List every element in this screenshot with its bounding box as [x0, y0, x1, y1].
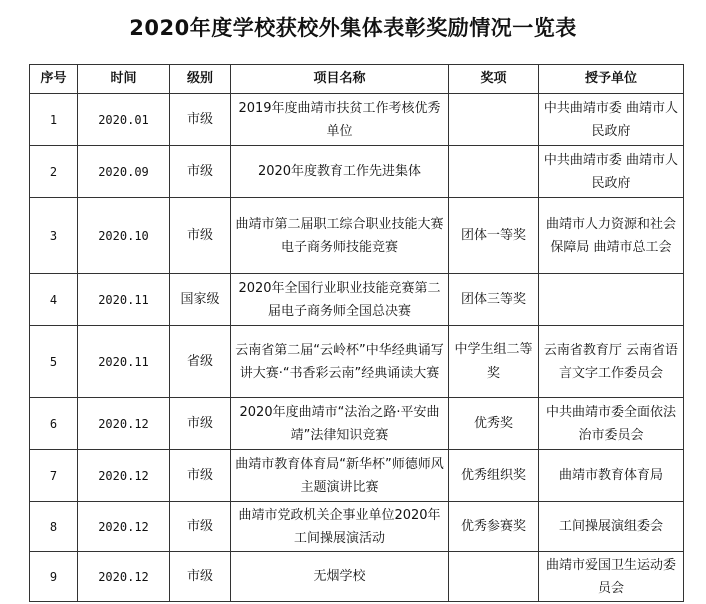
table-row [30, 198, 684, 274]
cell-level: 市级 [170, 502, 231, 552]
header-unit: 授予单位 [539, 65, 684, 94]
cell-no: 5 [30, 326, 78, 398]
cell-award: 团体三等奖 [449, 274, 539, 326]
cell-no: 3 [30, 198, 78, 274]
cell-no: 1 [30, 94, 78, 146]
cell-date: 2020.12 [78, 450, 170, 502]
cell-level: 市级 [170, 450, 231, 502]
table-header-row [30, 65, 684, 94]
cell-award [449, 552, 539, 602]
header-level: 级别 [170, 65, 231, 94]
cell-unit: 曲靖市爱国卫生运动委员会 [539, 552, 684, 602]
cell-project: 云南省第二届“云岭杯”中华经典诵写讲大赛·“书香彩云南”经典诵读大赛 [231, 326, 449, 398]
cell-no: 9 [30, 552, 78, 602]
cell-level: 省级 [170, 326, 231, 398]
cell-project: 2019年度曲靖市扶贫工作考核优秀单位 [231, 94, 449, 146]
table-row [30, 326, 684, 398]
cell-project: 2020年度曲靖市“法治之路·平安曲靖”法律知识竞赛 [231, 398, 449, 450]
cell-unit: 中共曲靖市委 曲靖市人民政府 [539, 94, 684, 146]
cell-level: 市级 [170, 552, 231, 602]
cell-project: 2020年度教育工作先进集体 [231, 146, 449, 198]
cell-award [449, 94, 539, 146]
table-row [30, 398, 684, 450]
cell-no: 7 [30, 450, 78, 502]
cell-award: 优秀参赛奖 [449, 502, 539, 552]
cell-project: 曲靖市党政机关企事业单位2020年工间操展演活动 [231, 502, 449, 552]
cell-project: 曲靖市教育体育局“新华杯”师德师风主题演讲比赛 [231, 450, 449, 502]
cell-date: 2020.11 [78, 274, 170, 326]
cell-date: 2020.12 [78, 398, 170, 450]
table-row [30, 552, 684, 602]
cell-no: 6 [30, 398, 78, 450]
cell-award: 优秀奖 [449, 398, 539, 450]
cell-unit: 曲靖市人力资源和社会保障局 曲靖市总工会 [539, 198, 684, 274]
cell-unit: 曲靖市教育体育局 [539, 450, 684, 502]
cell-no: 4 [30, 274, 78, 326]
cell-date: 2020.09 [78, 146, 170, 198]
cell-award: 优秀组织奖 [449, 450, 539, 502]
cell-date: 2020.01 [78, 94, 170, 146]
header-no: 序号 [30, 65, 78, 94]
awards-table [29, 64, 684, 602]
cell-date: 2020.10 [78, 198, 170, 274]
table-row [30, 450, 684, 502]
cell-level: 市级 [170, 146, 231, 198]
cell-no: 2 [30, 146, 78, 198]
cell-unit: 中共曲靖市委 曲靖市人民政府 [539, 146, 684, 198]
table-row [30, 502, 684, 552]
table-row [30, 274, 684, 326]
header-project: 项目名称 [231, 65, 449, 94]
header-award: 奖项 [449, 65, 539, 94]
cell-level: 市级 [170, 198, 231, 274]
table-row [30, 94, 684, 146]
cell-no: 8 [30, 502, 78, 552]
cell-award [449, 146, 539, 198]
cell-award: 团体一等奖 [449, 198, 539, 274]
cell-date: 2020.11 [78, 326, 170, 398]
page-title: 2020年度学校获校外集体表彰奖励情况一览表 [129, 16, 577, 40]
cell-date: 2020.12 [78, 502, 170, 552]
cell-award: 中学生组二等奖 [449, 326, 539, 398]
cell-level: 国家级 [170, 274, 231, 326]
cell-project: 2020年全国行业职业技能竞赛第二届电子商务师全国总决赛 [231, 274, 449, 326]
cell-project: 曲靖市第二届职工综合职业技能大赛电子商务师技能竞赛 [231, 198, 449, 274]
cell-date: 2020.12 [78, 552, 170, 602]
cell-unit: 中共曲靖市委全面依法治市委员会 [539, 398, 684, 450]
cell-level: 市级 [170, 94, 231, 146]
cell-unit: 工间操展演组委会 [539, 502, 684, 552]
header-date: 时间 [78, 65, 170, 94]
cell-level: 市级 [170, 398, 231, 450]
table-row [30, 146, 684, 198]
cell-unit: 云南省教育厅 云南省语言文字工作委员会 [539, 326, 684, 398]
cell-unit [539, 274, 684, 326]
cell-project: 无烟学校 [231, 552, 449, 602]
